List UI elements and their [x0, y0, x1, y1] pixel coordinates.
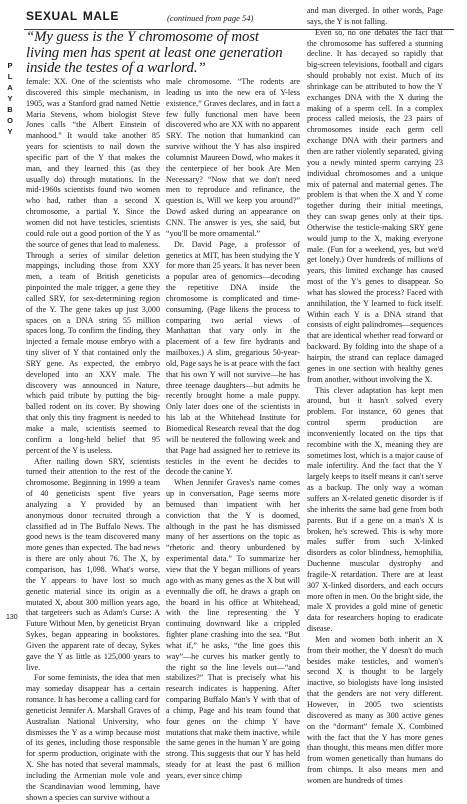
paragraph: For some feminists, the idea that men may someday disappear has a certain romance. It has become a calling card for geneticist Jennifer A. Marshall Graves of Australian National University, who dismisses the Y as a wimp because most of its genes, including those responsible for sperm production, originate with the X. She has noted that several mammals, including the Armenian mole vole and the Scandinavian wood lemming, have shown a species can survive without a [26, 673, 160, 802]
magazine-side-brand [5, 60, 15, 137]
paragraph: When Jennifer Graves's name comes up in conversation, Page seems more bemused than impatient with her conviction that the Y is doomed, although in the past he has dismissed many of her assertions on the topic as “rhetoric and theory unburdened by experimental data.” To summarize her view that the Y began millions of years ago with as many genes as the X but will eventually die off, he draws a graph on the board in his office at Whitehead, with the line representing the Y continuing downward like a crippled fighter plane crashing into the sea. “But what if,” he asks, “the line goes this way”—he curves his marker gently to the right so the line levels out—“and stabilizes?” That is precisely what his research indicates is happening. After comparing Buffalo Man's Y with that of a chimp, Page and his team found that four genes on the chimp Y have mutations that make them inactive, while the same genes in the human Y are going strong. This suggests that our Y has held steady for at least the past 6 million years, ever since chimp [166, 478, 300, 780]
paragraph: Men and women both inherit an X from their mother, the Y doesn't do much besides make testicles, and women's second X is thought to be largely inactive, so biologists have long insisted that the genders are not very different. However, in 2005 two scientists discovered as many as 300 active genes on the “dormant” female X. Combined with the fact that the Y has more genes than thought, this means men differ more from women genetically than humans do from chimps. It also means men and women are hundreds of times [307, 634, 443, 785]
side-brand-letter: Y [7, 94, 13, 103]
page-number: 130 [6, 614, 18, 621]
paragraph: female: XX. One of the scientists who discovered this simple mechanism, in 1905, was a Stanford grad named Nettie Maria Stevens, whom biologist Steve Jones calls “the Albert Einstein of manhood.” It would take another 85 years for scientists to nail down the specific part of the Y that makes the man, and they learned this (as they usually do) through mutations. In the mid-1960s scientists found two women who had, rather than a second X chromosome, a partial Y. Since the women did not have testicles, scientists could rule out a good portion of the Y as the source of genes that lead to maleness. Through a series of similar deletion mappings, including those from XXY men, a team of British geneticists pinpointed the male trigger, a gene they called SRY, for sex-determining region of the Y. The gene takes up just 3,000 spaces on a DNA string 55 million spaces long. To confirm the finding, they injected a female mouse embryo with a tiny sliver of Y that contained only the SRY gene. As expected, the embryo developed into an XXY male. The discovery was announced in Nature, which paid tribute by putting the big-balled rodent on its cover. By showing that only this tiny fragment is needed to make a male, scientists seemed to confirm a long-held belief that 95 percent of the Y is useless. [26, 77, 160, 455]
pull-quote: “My guess is the Y chromosome of most living men has spent at least one generation inside the testes of a warlord.” [26, 29, 283, 76]
article-title: sexual male [26, 5, 119, 24]
side-brand-letter: A [7, 83, 13, 92]
paragraph: male chromosome. “The rodents are leading us into the new era of Y-less existence,” Graves declares, and in fact a few fully functional men have been discovered who are XX with no apparent SRY. The notion that humankind can survive without the Y has also inspired columnist Maureen Dowd, who makes it the centerpiece of her book Are Men Necessary? “Now that we don't need men to reproduce and refinance, the question is, Will we keep you around?” Dowd asked during an appearance on CNN. The answer is yes, she said, but “you'll be more ornamental.” [166, 77, 300, 238]
article-column-1 [26, 77, 160, 804]
paragraph: This clever adaptation has kept men around, but it hasn't solved every problem. For instance, 60 genes that control sperm production are inconveniently located on the tips that recombine with the X, meaning they are sometimes lost, which is a major cause of male infertility. And the fact that the Y largely keeps to itself means it can't serve as a backup. The only way a woman suffers an X-related genetic disorder is if she inherits the same bad gene from both parents. But if a gene on a man's X is broken, he's screwed. This is why more males suffer from such X-linked disorders as color blindness, hemophilia, Duchenne muscular dystrophy and fragile-X retardation. There are at least 307 X-linked disorders, and each occurs more often in men. On the bright side, the male X provides a gold mine of genetic data for researchers hoping to eradicate disease. [307, 385, 443, 634]
paragraph: Even so, no one debates the fact that the chromosome has suffered a stunning decline. It has decayed so rapidly that big-screen televisions, football and cigars should probably not exist. Much of its shrinkage can be attributed to how the Y exchanges DNA with the X during the making of a sperm cell. In a complex process called meiosis, the 23 pairs of chromosomes inside each germ cell exchange DNA with their partners and then are rather violently separated, giving you a newly minted sperm carrying 23 individual chromosomes and a unique mix of paternal and maternal genes. The problem is that when the X and Y come together during their initial meetings, they can swap genes only at their tips. Otherwise the testicle-making SRY gene would jump to the X, making everyone male. (Fun for a weekend, yes, but we'd get lonely.) Over hundreds of millions of years, this limited exchange has caused most of the Y's genes to disappear. So what has slowed the process? Faced with annihilation, the Y learned to fuck itself. Within each Y is a DNA strand that consists of eight palindromes—sequences that are identical whether read forward or backward. By folding into the shape of a hairpin, the strand can replace damaged genes in one section with healthy genes from another, without involving the X. [307, 27, 443, 384]
side-brand-letter: P [7, 61, 13, 70]
article-column-3 [307, 6, 443, 787]
continued-note: (continued from page 54) [167, 13, 254, 23]
side-brand-letter: Y [7, 127, 13, 136]
side-brand-letter: L [7, 72, 13, 81]
article-column-2 [166, 77, 300, 782]
side-brand-letter: B [7, 105, 13, 114]
side-brand-letter: O [7, 116, 13, 125]
paragraph: and man diverged. In other words, Page says, the Y is not falling. [307, 6, 443, 26]
paragraph: Dr. David Page, a professor of genetics at MIT, has been studying the Y for more than 25 years. It has never been a popular area of genomics—decoding the repetitive DNA inside the chromosome is complicated and time-consuming. (Page likens the process to comparing two aerial views of Manhattan that vary only in the placement of a few fire hydrants and mailboxes.) A slim, gregarious 50-year-old, Page says he is at peace with the fact that his own Y will not survive—he has three teenage daughters—but admits he recently brought home a male puppy. Only later does one of the scientists in his lab at the Whitehead Institute for Biomedical Research reveal that the dog will be neutered the following week and that Page had assigned her to retrieve its testicles in the event he decides to decode the canine Y. [166, 239, 300, 477]
paragraph: After nailing down SRY, scientists turned their attention to the rest of the chromosome. Beginning in 1999 a team of 40 geneticists spent five years analyzing a Y provided by an anonymous donor recruited through a classified ad in The Buffalo News. The good news is the team discovered many more genes than expected. The bad news is there are only about 76. The X, by comparison, has 1,098. What's worse, the Y appears to have lost so much genetic material since its origin as a mutated X, about 300 million years ago, that targeteers such as Adam's Curse: A Future Without Men, by geneticist Bryan Sykes, began appearing in bookstores. Given the apparent rate of decay, Sykes gave the Y as little as 125,000 years to live. [26, 456, 160, 672]
